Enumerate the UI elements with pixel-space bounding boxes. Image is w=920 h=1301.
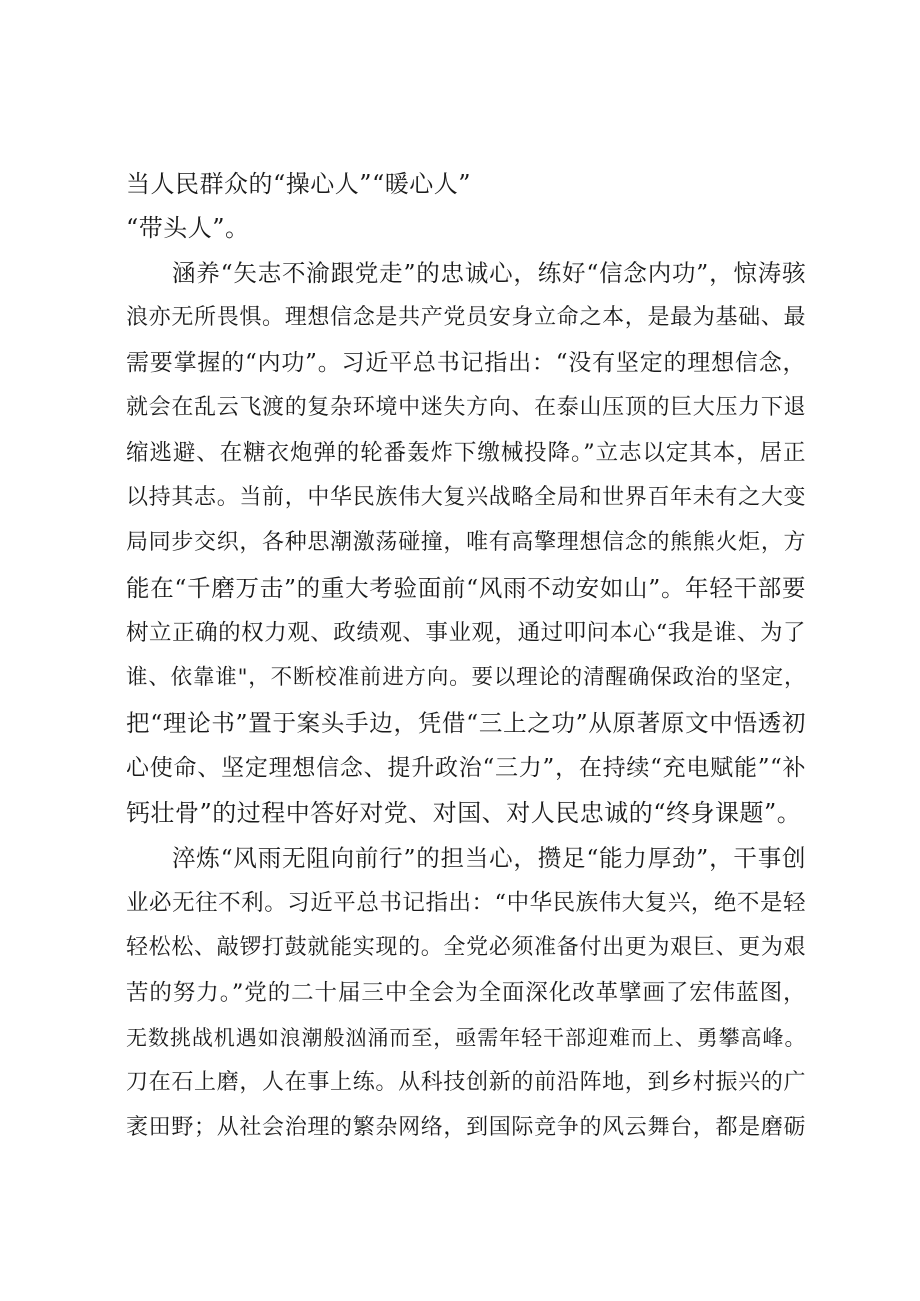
paragraph-1-line: 把“理论书”置于案头手边，凭借“三上之功”从原著原文中悟透初: [126, 709, 806, 737]
paragraph-1-line: 需要掌握的“内功”。习近平总书记指出：“没有坚定的理想信念，: [126, 350, 806, 376]
paragraph-2-line: 袤田野；从社会治理的繁杂网络，到国际竞争的风云舞台，都是磨砺: [126, 1115, 806, 1140]
paragraph-1-line: 谁、依靠谁"，不断校准前进方向。要以理论的清醒确保政治的坚定，: [126, 665, 806, 690]
paragraph-1-line: 树立正确的权力观、政绩观、事业观，通过叩问本心“我是谁、为了: [126, 620, 806, 646]
paragraph-2-line: 苦的努力。”党的二十届三中全会为全面深化改革擘画了宏伟蓝图，: [126, 980, 806, 1006]
paragraph-2-line: 淬炼“风雨无阻向前行”的担当心，攒足“能力厚劲”，干事创: [172, 844, 806, 872]
paragraph-1-line: 涵养“矢志不渝跟党走”的忠诚心，练好“信念内功”，惊涛骇: [172, 259, 806, 287]
paragraph-1-line: 能在“千磨万击”的重大考验面前“风雨不动安如山”。年轻干部要: [126, 574, 806, 602]
paragraph-2-line: 无数挑战机遇如浪潮般汹涌而至，亟需年轻干部迎难而上、勇攀高峰。: [126, 1026, 806, 1050]
paragraph-1-line: 就会在乱云飞渡的复杂环境中迷失方向、在泰山压顶的巨大压力下退: [126, 395, 806, 420]
paragraph-2-line: 刀在石上磨，人在事上练。从科技创新的前沿阵地，到乡村振兴的广: [126, 1070, 806, 1095]
paragraph-1-line: 以持其志。当前，中华民族伟大复兴战略全局和世界百年未有之大变: [126, 485, 806, 510]
paragraph-1-line: 钙壮骨”的过程中答好对党、对国、对人民忠诚的“终身课题”。: [126, 799, 802, 827]
paragraph-1-line: 局同步交织，各种思潮激荡碰撞，唯有高擎理想信念的熊熊火炬，方: [126, 530, 806, 555]
paragraph-2-line: 业必无往不利。习近平总书记指出：“中华民族伟大复兴，绝不是轻: [126, 890, 806, 916]
heading-line-1: 当人民群众的“操心人”“暖心人”: [126, 170, 472, 198]
paragraph-1-line: 浪亦无所畏惧。理想信念是共产党员安身立命之本，是最为基础、最: [126, 305, 806, 330]
paragraph-1-line: 缩逃避、在糖衣炮弹的轮番轰炸下缴械投降。”立志以定其本，居正: [126, 440, 806, 466]
heading-line-2: “带头人”。: [126, 214, 250, 242]
paragraph-2-line: 轻松松、敲锣打鼓就能实现的。全党必须准备付出更为艰巨、更为艰: [126, 935, 806, 960]
paragraph-1-line: 心使命、坚定理想信念、提升政治“三力”，在持续“充电赋能”“补: [126, 755, 806, 781]
